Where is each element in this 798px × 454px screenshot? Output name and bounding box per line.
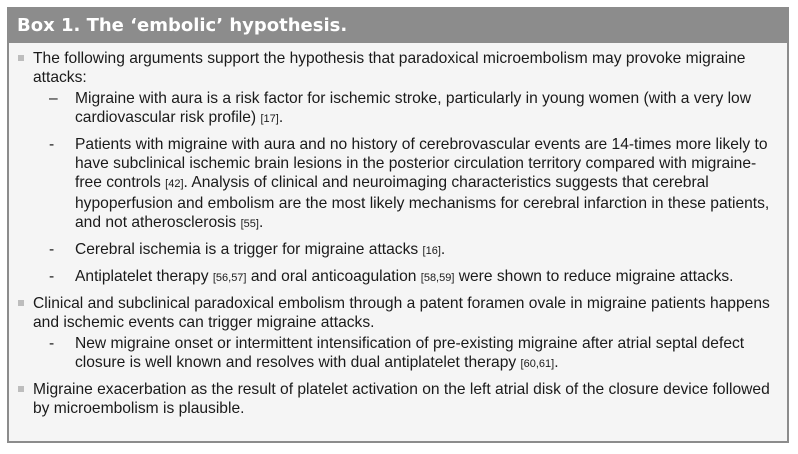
citation: [42] [165, 178, 184, 190]
dash-marker: - [49, 136, 55, 153]
sub-item-text: Migraine with aura is a risk factor for ischemic stroke, particularly in young women (with a very low cardiovascular risk profile) [75, 90, 751, 126]
bullet-item-1 [17, 49, 777, 288]
sub-item-tail: and oral anticoagulation [246, 268, 417, 285]
sub-item-3 [33, 240, 777, 261]
sub-item-tail: . [258, 214, 264, 231]
square-bullet-icon [18, 386, 24, 392]
dash-marker: – [49, 90, 58, 107]
sub-item-1 [33, 334, 777, 374]
sub-item-4 [33, 267, 777, 288]
bullet-item-3 [17, 380, 777, 418]
bullet-text: The following arguments support the hypothesis that paradoxical microembolism may provoke migraine attacks: [33, 50, 746, 86]
sub-item-text: New migraine onset or intermittent intensification of pre-existing migraine after atrial septal defect closure is well known and resolves with dual antiplatelet therapy [75, 335, 745, 371]
citation: [16] [422, 245, 441, 257]
sub-item-1 [33, 89, 777, 129]
box-content [9, 43, 787, 418]
dash-marker: - [49, 268, 55, 285]
bullet-item-2 [17, 294, 777, 374]
bullet-text: Migraine exacerbation as the result of platelet activation on the left atrial disk of the closure device followed by microembolism is plausible. [33, 381, 770, 417]
square-bullet-icon [18, 300, 24, 306]
embolic-hypothesis-box [7, 7, 789, 443]
sub-item-2 [33, 135, 777, 234]
citation: [17] [260, 113, 279, 125]
citation: [56,57] [212, 272, 247, 284]
sub-item-text: Antiplatelet therapy [75, 268, 209, 285]
citation: [58,59] [420, 272, 455, 284]
bullet-text: Clinical and subclinical paradoxical embolism through a patent foramen ovale in migraine patients happens and ischemic events can trigger migraine attacks. [33, 295, 770, 331]
sublist [33, 89, 777, 288]
sub-item-tail: were shown to reduce migraine attacks. [454, 268, 734, 285]
sub-item-text: Patients with migraine with aura and no history of cerebrovascular events are 14-times more likely to have subclinical ischemic brain lesions in the posterior circulation territory compared with migraine-free controls [75, 136, 768, 191]
dash-marker: - [49, 241, 55, 258]
citation: [60,61] [520, 358, 555, 370]
sub-item-tail: . [440, 241, 446, 258]
sub-item-tail: . Analysis of clinical and neuroimaging characteristics suggests that cerebral hypoperfusion and embolism are the most likely mechanisms for cerebral infarction in these patients, and not atherosclerosis [75, 174, 770, 231]
square-bullet-icon [18, 55, 24, 61]
box-title: Box 1. The ‘embolic’ hypothesis. [9, 9, 787, 43]
sub-item-tail: . [554, 354, 559, 371]
dash-marker: - [49, 335, 55, 352]
sublist [33, 334, 777, 374]
citation: [55] [240, 218, 259, 230]
sub-item-text: Cerebral ischemia is a trigger for migraine attacks [75, 241, 419, 258]
sub-item-tail: . [278, 109, 284, 126]
